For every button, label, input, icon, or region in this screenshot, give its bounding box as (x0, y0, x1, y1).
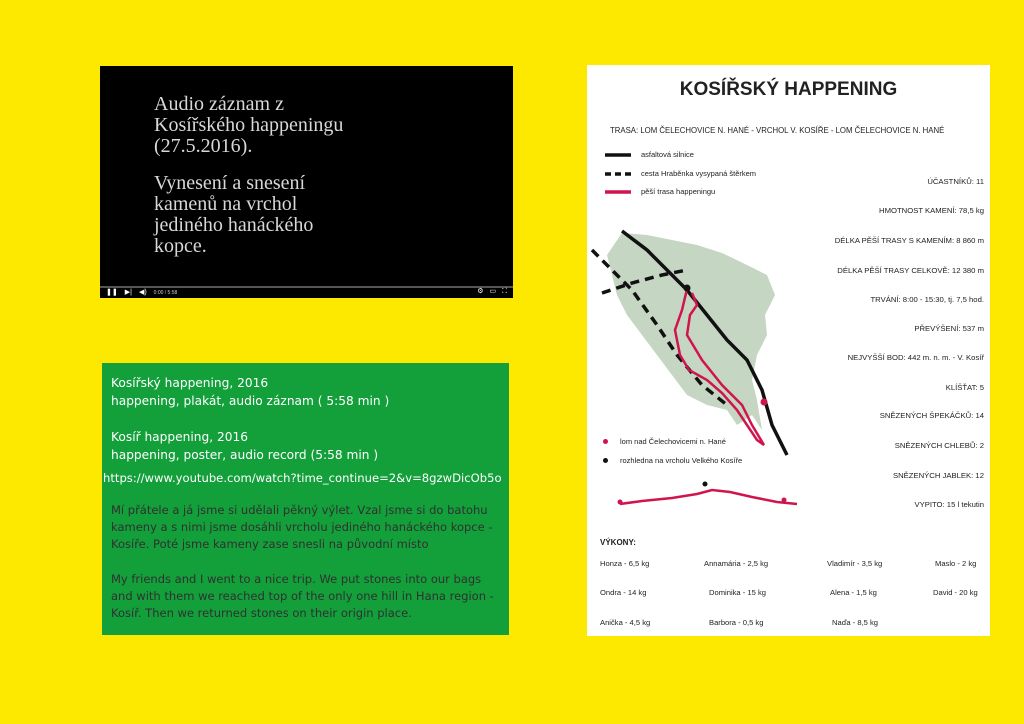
en-description: happening, poster, audio record (5:58 min ) (111, 448, 379, 462)
cz-paragraph: Mí přátele a já jsme si udělali pěkný výlet. Vzal jsme si do batohu kameny a s nimi jsme dosáhli vrcholu jediného hanáckého kopce - Kosíře. Poté jsme kameny zase snesli na původní místo (111, 503, 493, 551)
stat-apples: SNĚZENÝCH JABLEK: 12 (892, 471, 984, 480)
stat-sausages: SNĚZENÝCH ŠPEKÁČKŮ: 14 (879, 411, 984, 420)
black-dot-icon (603, 458, 608, 463)
volume-icon[interactable]: ◀) (138, 289, 147, 296)
profile-end-point (782, 498, 787, 503)
profile-start-point (618, 500, 623, 505)
performance-item: Naďa - 8,5 kg (832, 618, 879, 627)
stat-highest-point: NEJVYŠŠÍ BOD: 442 m. n. m. - V. Kosíř (847, 353, 984, 362)
dashed-line-icon (605, 171, 631, 177)
lookout-tower-point (684, 285, 691, 292)
stat-distance-total: DÉLKA PĚŠÍ TRASY CELKOVĚ: 12 380 m (837, 266, 984, 275)
en-title: Kosíř happening, 2016 (111, 430, 248, 444)
video-frame-text (154, 94, 484, 273)
en-paragraph: My friends and I went to a nice trip. We put stones into our bags and with them we reached top of the only one hill in Hana region - Kosíř. Then we returned stones on their origin place. (111, 572, 494, 620)
stat-liquids: VYPITO: 15 l tekutin (914, 500, 984, 509)
legend-gravel-path: cesta Hraběnka vysypaná štěrkem (605, 169, 756, 178)
happening-poster (587, 65, 990, 636)
performance-item: Honza - 6,5 kg (600, 559, 650, 568)
quarry-point (761, 399, 768, 406)
performance-item: David - 20 kg (933, 588, 978, 597)
poster-title: KOSÍŘSKÝ HAPPENING (679, 79, 898, 100)
performance-heading: VÝKONY: (600, 538, 636, 547)
elevation-line (620, 490, 797, 504)
profile-summit-point (703, 482, 708, 487)
cz-description: happening, plakát, audio záznam ( 5:58 min ) (111, 394, 390, 408)
stat-breads: SNĚZENÝCH CHLEBŮ: 2 (894, 441, 984, 450)
settings-icon[interactable]: ⚙ (477, 288, 484, 295)
performance-item: Barbora - 0,5 kg (709, 618, 764, 627)
route-map (587, 215, 807, 525)
red-dot-icon (603, 439, 608, 444)
video-progress-bar[interactable] (100, 286, 513, 288)
poster-route: TRASA: LOM ČELECHOVICE N. HANÉ - VRCHOL V. KOSÍŘE - LOM ČELECHOVICE N. HANÉ (610, 126, 945, 135)
youtube-link[interactable]: https://www.youtube.com/watch?time_continue=2&v=8gzwDicOb5o (103, 471, 502, 485)
stat-stone-weight: HMOTNOST KAMENÍ: 78,5 kg (879, 206, 984, 215)
video-time: 0:00 / 5:58 (153, 289, 178, 296)
performance-item: Anička - 4,5 kg (600, 618, 651, 627)
trail-line-icon (605, 189, 631, 195)
pause-icon[interactable]: ❚❚ (106, 289, 118, 296)
elevation-profile (612, 480, 802, 510)
video-title: Audio záznam z Kosířského happeningu (27.5.2016). (154, 93, 344, 157)
stat-duration: TRVÁNÍ: 8:00 - 15:30, tj. 7,5 hod. (870, 295, 984, 304)
theater-mode-icon[interactable]: ▭ (489, 288, 497, 295)
legend-trail: pěší trasa happeningu (605, 187, 715, 196)
performance-item: Annamária - 2,5 kg (704, 559, 769, 568)
performance-item: Maslo - 2 kg (935, 559, 977, 568)
stat-elevation-gain: PŘEVÝŠENÍ: 537 m (914, 324, 984, 333)
performance-item: Dominika - 15 kg (709, 588, 766, 597)
info-panel (102, 363, 509, 635)
stat-participants: ÚČASTNÍKŮ: 11 (927, 177, 984, 186)
fullscreen-icon[interactable]: ⛶ (502, 288, 507, 295)
next-icon[interactable]: ▶| (124, 289, 132, 296)
video-controls (100, 286, 513, 298)
legend-quarry: lom nad Čelechovicemi n. Hané (603, 437, 726, 446)
performance-item: Ondra - 14 kg (600, 588, 647, 597)
road-line-icon (605, 152, 631, 158)
legend-lookout: rozhledna na vrcholu Velkého Kosíře (603, 456, 742, 465)
performance-item: Vladimír - 3,5 kg (827, 559, 883, 568)
video-player[interactable] (100, 66, 513, 298)
stat-ticks: KLÍŠŤAT: 5 (945, 383, 984, 392)
stat-distance-stones: DÉLKA PĚŠÍ TRASY S KAMENÍM: 8 860 m (834, 236, 984, 245)
video-subtitle: Vynesení a snesení kamenů na vrchol jediného hanáckého kopce. (154, 172, 314, 257)
cz-title: Kosířský happening, 2016 (111, 376, 269, 390)
forest-area (607, 233, 775, 430)
legend-road: asfaltová silnice (605, 150, 694, 159)
performance-item: Alena - 1,5 kg (830, 588, 877, 597)
